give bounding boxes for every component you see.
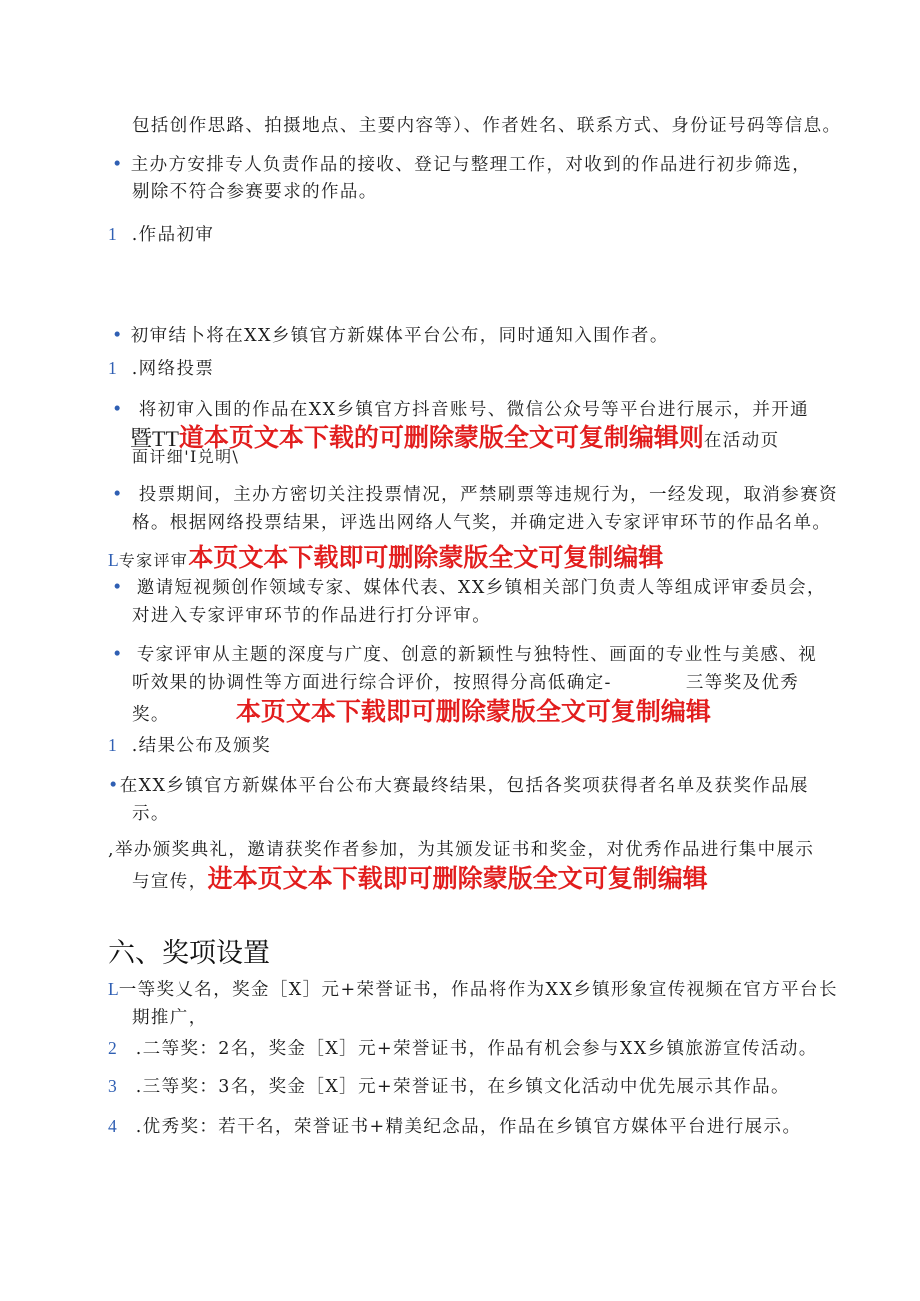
line-text: 包括创作思路、拍摄地点、主要内容等）、作者姓名、联系方式、身份证号码等信息。	[132, 116, 842, 136]
line-text: 将初审入围的作品在XX乡镇官方抖音账号、微信公众号等平台进行展示，并开通	[138, 400, 810, 420]
text-line	[132, 1004, 208, 1029]
bullet-marker: •	[112, 645, 124, 665]
line-text: .网络投票	[131, 359, 215, 379]
list-number: 1	[108, 358, 117, 378]
line-text: 一等奖乂名，奖金［X］元+荣誉证书，作品将作为XX乡镇形象宣传视频在官方平台长	[118, 980, 838, 1000]
text-line	[132, 112, 841, 137]
bullet-item	[112, 322, 669, 347]
list-number: 1	[108, 224, 117, 244]
numbered-heading	[108, 355, 214, 380]
line-text: .优秀奖：若干名，荣誉证书+精美纪念品，作品在乡镇官方媒体平台进行展示。	[135, 1117, 802, 1137]
numbered-heading	[108, 732, 271, 757]
line-text: 期推广，	[132, 1008, 208, 1028]
line-text: 在活动页	[703, 431, 780, 451]
list-number: 4	[108, 1116, 117, 1136]
bullet-marker: ,	[108, 840, 115, 860]
watermark-text: 道本页文本下载的可删除蒙版全文可复制编辑则	[178, 423, 704, 452]
bullet-item	[112, 481, 838, 506]
bullet-marker: •	[112, 578, 124, 598]
line-text: 对进入专家评审环节的作品进行打分评审。	[132, 606, 492, 626]
watermark-text: 本页文本下载即可删除蒙版全文可复制编辑	[235, 697, 711, 726]
bullet-marker: •	[108, 776, 120, 796]
line-text: 三等奖及优秀	[685, 673, 800, 693]
line-text: 初审结卜将在XX乡镇官方新媒体平台公布，同时通知入围作者。	[130, 326, 669, 346]
line-text: 听效果的协调性等方面进行综合评价，按照得分高低确定-	[132, 673, 612, 693]
bullet-item	[108, 836, 814, 861]
text-line	[132, 178, 378, 203]
line-text: 面讦细'I兑明\	[132, 447, 240, 466]
text-line	[132, 509, 831, 534]
line-text: 主办方安排专人负责作品的接收、登记与整理工作，对收到的作品进行初步筛选，	[130, 155, 812, 175]
line-text: 专家评审从主题的深度与广度、创意的新颖性与独特性、画面的专业性与美感、视	[136, 645, 818, 665]
line-text: 举办颁奖典礼，邀请获奖作者参加，为其颁发证书和奖金，对优秀作品进行集中展示	[114, 840, 815, 860]
line-text: 奖。	[132, 705, 170, 725]
watermark-text: 进本页文本下载即可删除蒙版全文可复制编辑	[207, 864, 708, 893]
numbered-item	[108, 1073, 790, 1098]
garbled-prefix: 暨TT	[130, 426, 179, 451]
watermark-text: 本页文本下载即可删除蒙版全文可复制编辑	[188, 543, 664, 572]
line-text: 格。根据网络投票结果，评选出网络人气奖，并确定进入专家评审环节的作品名单。	[132, 513, 832, 533]
line-text: .二等奖：2名，奖金［X］元+荣誉证书，作品有机会参与XX乡镇旅游宣传活动。	[135, 1039, 818, 1059]
line-text: 在XX乡镇官方新媒体平台公布大赛最终结果，包括各奖项获得者名单及获奖作品展	[119, 776, 809, 796]
numbered-item	[108, 1113, 801, 1138]
bullet-item	[112, 574, 826, 599]
numbered-item	[108, 1035, 818, 1060]
list-number: L	[108, 550, 119, 570]
bullet-item	[108, 772, 809, 797]
bullet-marker: •	[112, 485, 124, 505]
line-text: 投票期间，主办方密切关注投票情况，严禁刷票等违规行为，一经发现，取消参赛资	[138, 485, 839, 505]
list-number: 2	[108, 1038, 117, 1058]
text-line	[132, 602, 491, 627]
line-text: 专家评审	[118, 551, 189, 570]
bullet-marker: •	[112, 326, 124, 346]
line-text: 邀请短视频创作领域专家、媒体代表、XX乡镇相关部门负责人等组成评审委员会，	[136, 578, 826, 598]
bullet-item	[112, 151, 811, 176]
line-text: 剔除不符合参赛要求的作品。	[132, 182, 378, 202]
text-line	[132, 800, 170, 825]
list-number: L	[108, 979, 119, 999]
line-text: 与宣传，	[132, 872, 208, 892]
line-text: .结果公布及颁奖	[131, 736, 271, 756]
numbered-heading	[108, 221, 214, 246]
text-line	[132, 669, 799, 694]
bullet-item	[112, 641, 817, 666]
section-heading: 六、奖项设置	[108, 938, 270, 969]
watermark-line	[132, 692, 711, 728]
numbered-heading	[108, 538, 663, 574]
watermark-line	[132, 859, 708, 895]
list-number: 1	[108, 735, 117, 755]
line-text: .作品初审	[131, 225, 215, 245]
line-text: 示。	[132, 804, 170, 824]
bullet-marker: •	[112, 155, 124, 175]
list-number: 3	[108, 1076, 117, 1096]
line-text: .三等奖：3名，奖金［X］元+荣誉证书，在乡镇文化活动中优先展示其作品。	[135, 1077, 790, 1097]
bullet-marker: •	[112, 400, 124, 420]
numbered-item	[108, 976, 838, 1001]
text-line	[132, 444, 239, 467]
